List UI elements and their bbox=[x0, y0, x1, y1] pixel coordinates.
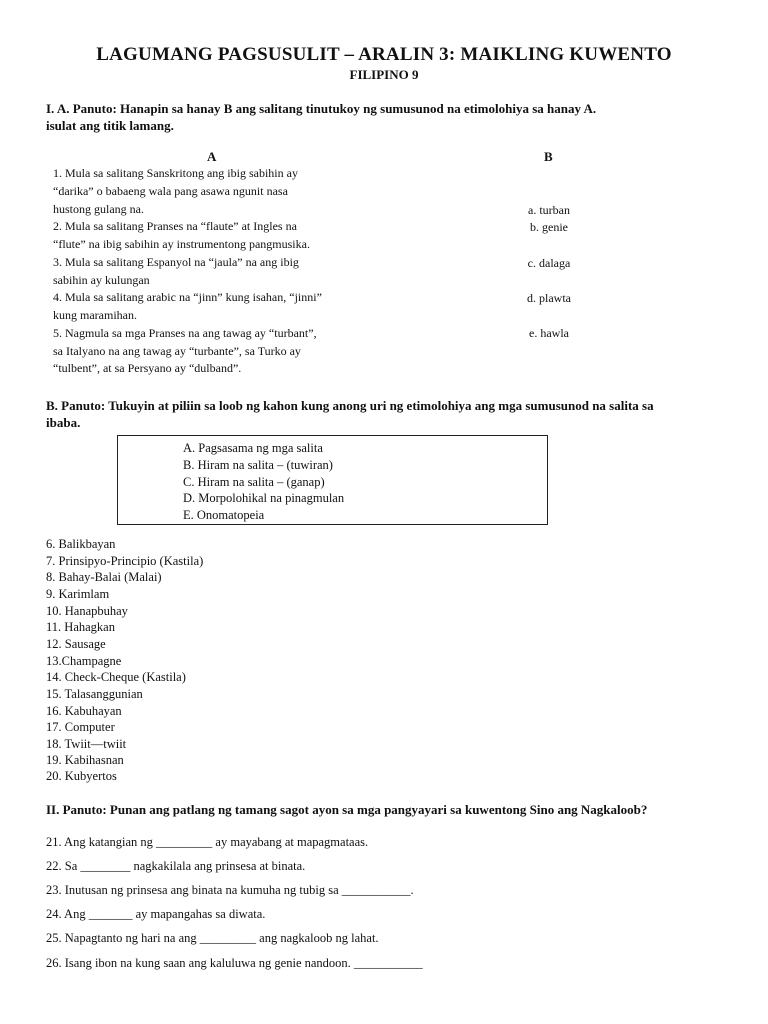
column-a-line: “tulbent”, at sa Persyano ay “dulband”. bbox=[53, 361, 242, 375]
fill-blank-item: 26. Isang ibon na kung saan ang kaluluwa ng genie nandoon. ___________ bbox=[46, 956, 423, 970]
column-a-line: 5. Nagmula sa mga Pranses na ang tawag ay “turbant”, bbox=[53, 326, 317, 340]
list-item: 6. Balikbayan bbox=[46, 537, 116, 551]
column-b-item: c. dalaga bbox=[527, 256, 571, 270]
list-item: 9. Karimlam bbox=[46, 587, 110, 601]
column-a-line: hustong gulang na. bbox=[53, 202, 144, 216]
part2-instruction: II. Panuto: Punan ang patlang ng tamang sagot ayon sa mga pangyayari sa kuwentong Sino ang Nagkaloob? bbox=[46, 802, 648, 817]
column-a-header: A bbox=[207, 149, 217, 164]
column-a-line: sabihin ay kulungan bbox=[53, 273, 150, 287]
column-a-line: 4. Mula sa salitang arabic na “jinn” kung isahan, “jinni” bbox=[53, 290, 322, 304]
part1a-instruction-line1: I. A. Panuto: Hanapin sa hanay B ang salitang tinutukoy ng sumusunod na etimolohiya sa hanay A. bbox=[46, 101, 597, 116]
part1b-instruction-line2: ibaba. bbox=[46, 415, 81, 430]
list-item: 13.Champagne bbox=[46, 654, 122, 668]
page-subtitle: FILIPINO 9 bbox=[349, 67, 419, 82]
choice-option: A. Pagsasama ng mga salita bbox=[183, 441, 323, 455]
column-a-line: 2. Mula sa salitang Pranses na “flaute” at Ingles na bbox=[53, 219, 297, 233]
choices-box bbox=[117, 435, 548, 525]
column-b-header: B bbox=[544, 149, 553, 164]
part1b-instruction-line1: B. Panuto: Tukuyin at piliin sa loob ng kahon kung anong uri ng etimolohiya ang mga sumusunod na salita sa bbox=[46, 398, 654, 413]
list-item: 15. Talasanggunian bbox=[46, 687, 143, 701]
fill-blank-item: 24. Ang _______ ay mapangahas sa diwata. bbox=[46, 907, 266, 921]
list-item: 17. Computer bbox=[46, 720, 115, 734]
fill-blank-item: 23. Inutusan ng prinsesa ang binata na kumuha ng tubig sa ___________. bbox=[46, 883, 414, 897]
page-title: LAGUMANG PAGSUSULIT – ARALIN 3: MAIKLING KUWENTO bbox=[96, 44, 672, 65]
list-item: 10. Hanapbuhay bbox=[46, 604, 128, 618]
list-item: 16. Kabuhayan bbox=[46, 704, 122, 718]
column-a-line: “darika” o babaeng wala pang asawa ngunit nasa bbox=[53, 184, 288, 198]
choice-option: B. Hiram na salita – (tuwiran) bbox=[183, 458, 333, 472]
column-b-item: e. hawla bbox=[529, 326, 569, 340]
list-item: 7. Prinsipyo-Principio (Kastila) bbox=[46, 554, 204, 568]
list-item: 20. Kubyertos bbox=[46, 769, 117, 783]
column-b-item: d. plawta bbox=[527, 291, 571, 305]
column-b-item: b. genie bbox=[530, 220, 568, 234]
list-item: 8. Bahay-Balai (Malai) bbox=[46, 570, 162, 584]
list-item: 11. Hahagkan bbox=[46, 620, 115, 634]
column-a-line: sa Italyano na ang tawag ay “turbante”, sa Turko ay bbox=[53, 344, 301, 358]
part1a-instruction-line2: isulat ang titik lamang. bbox=[46, 118, 174, 133]
list-item: 19. Kabihasnan bbox=[46, 753, 124, 767]
column-a-line: 1. Mula sa salitang Sanskritong ang ibig sabihin ay bbox=[53, 166, 298, 180]
column-a-line: 3. Mula sa salitang Espanyol na “jaula” na ang ibig bbox=[53, 255, 299, 269]
choice-option: D. Morpolohikal na pinagmulan bbox=[183, 491, 345, 505]
fill-blank-item: 25. Napagtanto ng hari na ang _________ ang nagkaloob ng lahat. bbox=[46, 931, 379, 945]
column-b-item: a. turban bbox=[528, 203, 570, 217]
choice-option: C. Hiram na salita – (ganap) bbox=[183, 475, 325, 489]
list-item: 18. Twiit—twiit bbox=[46, 737, 127, 751]
fill-blank-item: 22. Sa ________ nagkakilala ang prinsesa at binata. bbox=[46, 859, 306, 873]
column-a-line: kung maramihan. bbox=[53, 308, 137, 322]
list-item: 14. Check-Cheque (Kastila) bbox=[46, 670, 186, 684]
fill-blank-item: 21. Ang katangian ng _________ ay mayabang at mapagmataas. bbox=[46, 835, 369, 849]
column-a-line: “flute” na ibig sabihin ay instrumentong pangmusika. bbox=[53, 237, 310, 251]
list-item: 12. Sausage bbox=[46, 637, 106, 651]
choice-option: E. Onomatopeia bbox=[183, 508, 265, 522]
